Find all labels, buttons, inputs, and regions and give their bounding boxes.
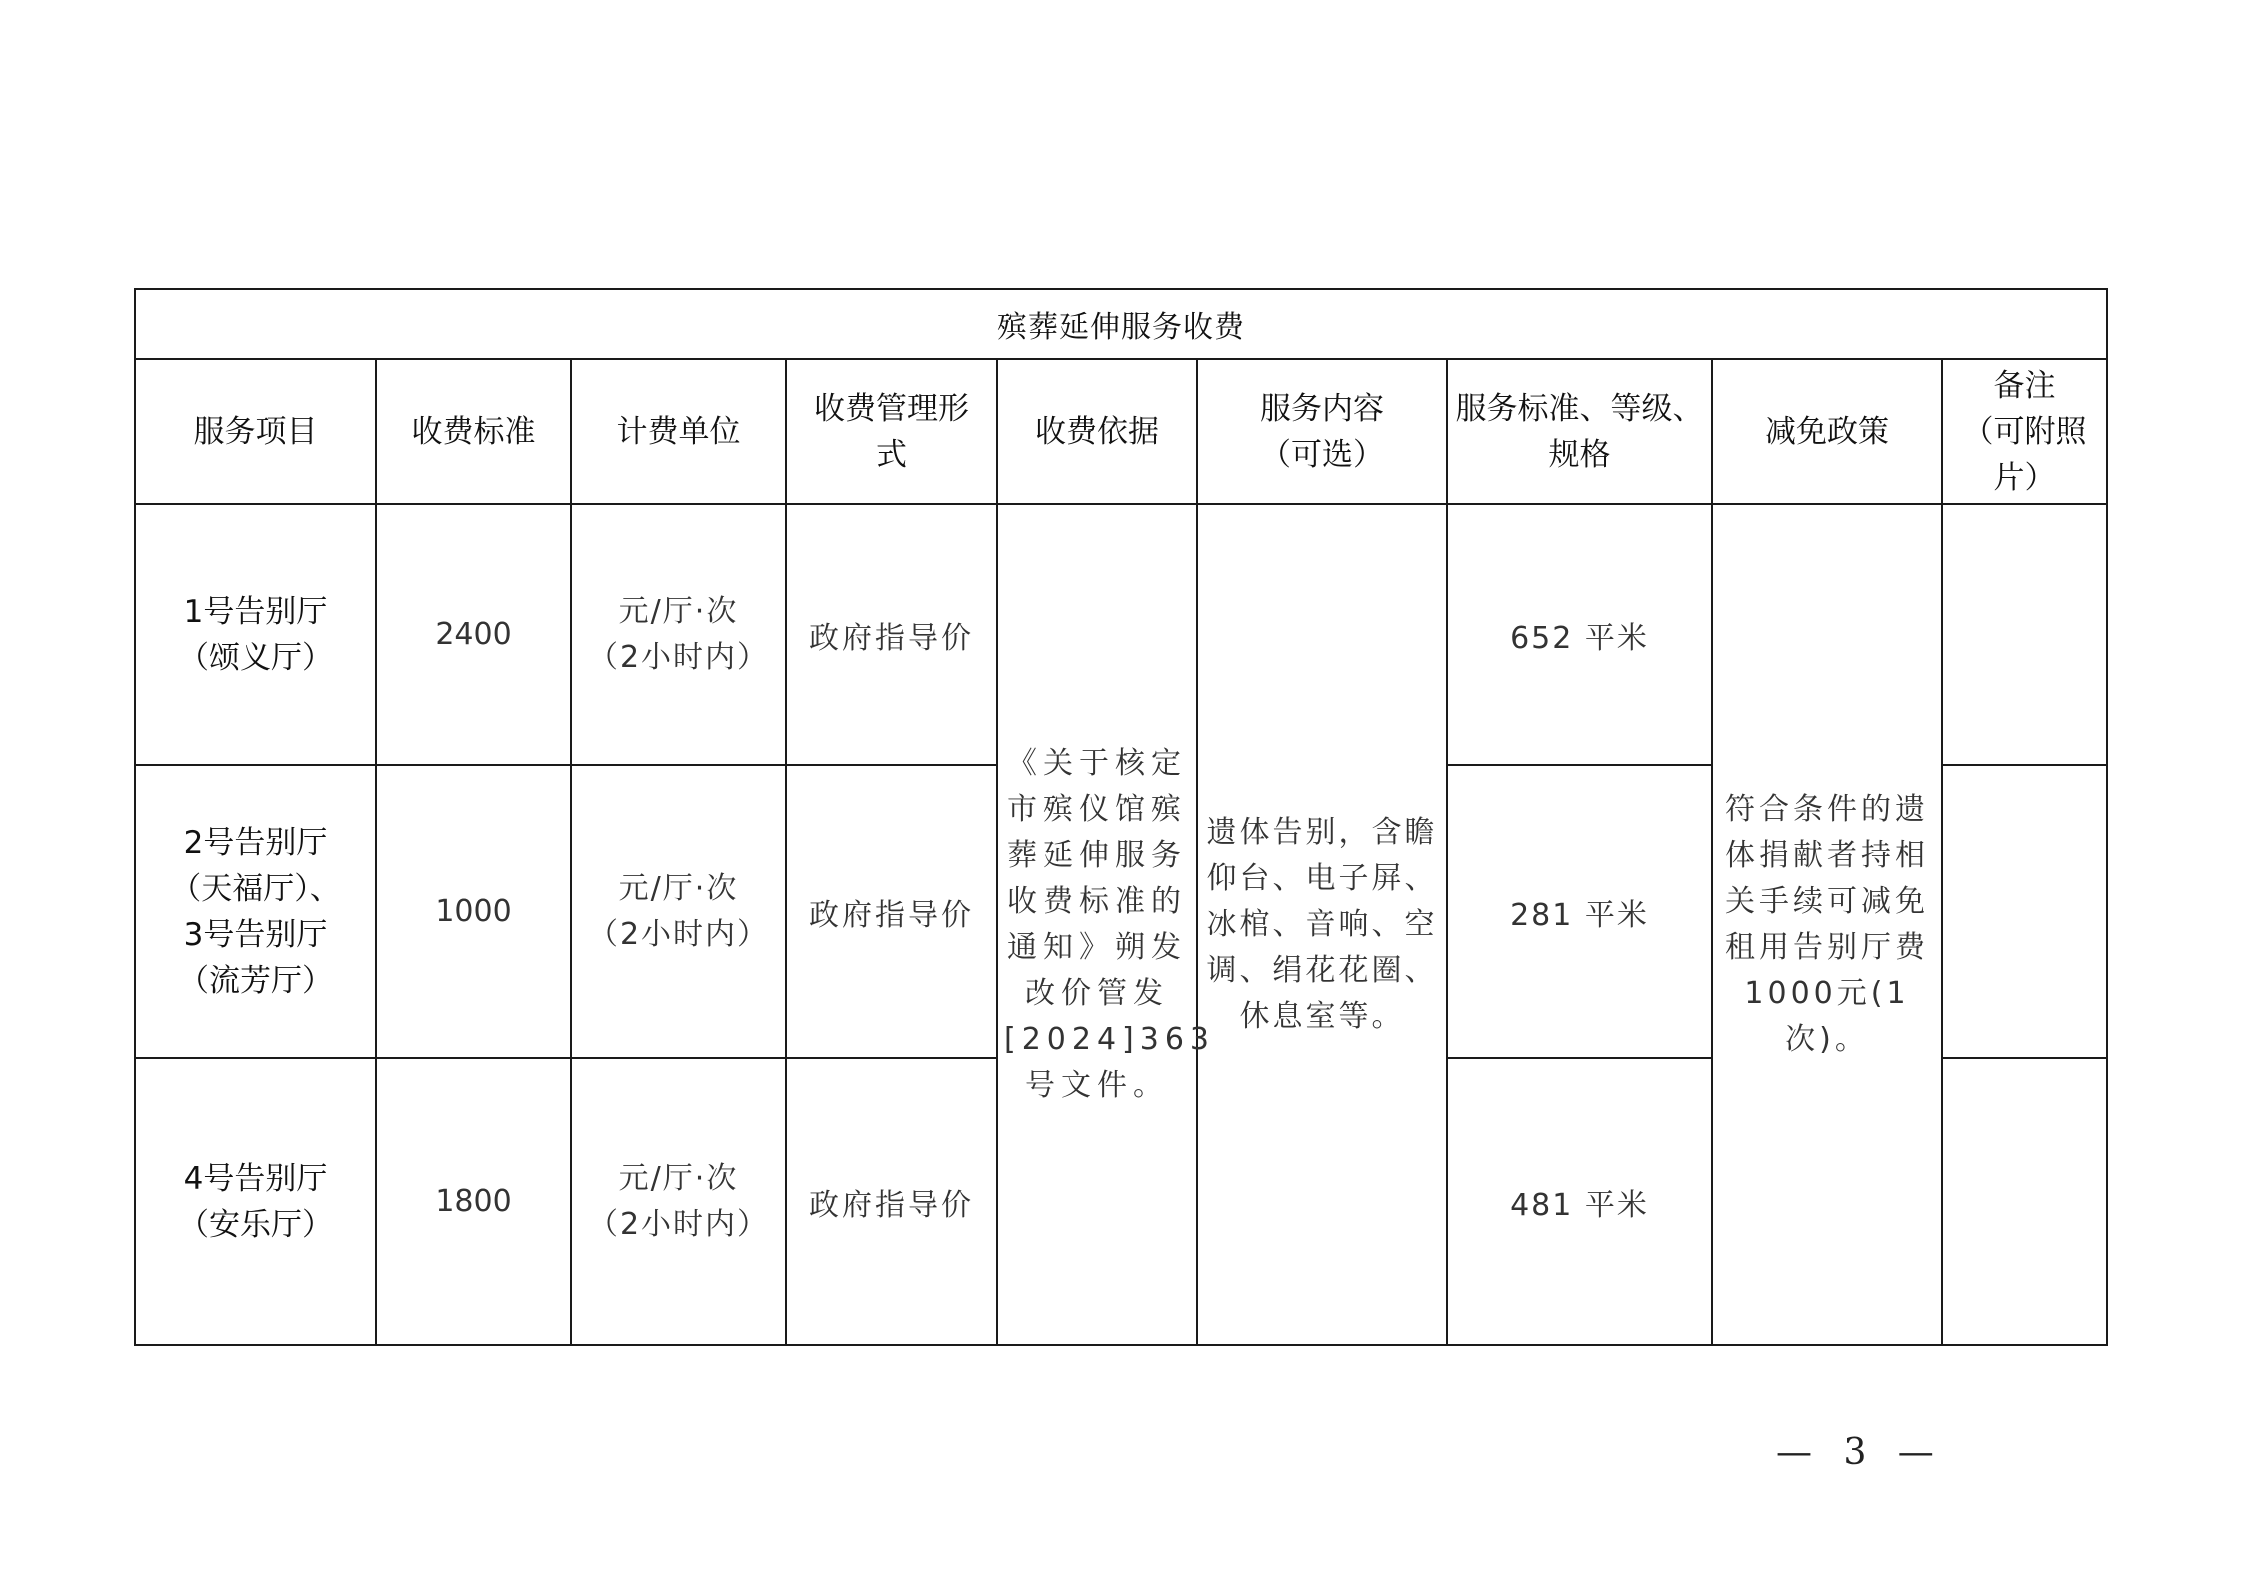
hall-area: 481 平米 [1447, 1058, 1712, 1345]
billing-unit: 元/厅·次 （2小时内） [571, 504, 786, 765]
management-form: 政府指导价 [786, 1058, 997, 1345]
service-content: 遗体告别，含瞻仰台、电子屏、冰棺、音响、空调、绢花花圈、休息室等。 [1197, 504, 1447, 1345]
fee-basis: 《关于核定市殡仪馆殡葬延伸服务收费标准的通知》朔发改价管发[2024]363号文件。 [997, 504, 1197, 1345]
header-management: 收费管理形 式 [786, 359, 997, 504]
header-standard: 收费标准 [376, 359, 571, 504]
remark-cell [1942, 765, 2107, 1058]
header-content: 服务内容 （可选） [1197, 359, 1447, 504]
fee-standard: 1800 [376, 1058, 571, 1345]
header-spec: 服务标准、等级、 规格 [1447, 359, 1712, 504]
hall-name: 2号告别厅 （天福厅）、 3号告别厅 （流芳厅） [135, 765, 376, 1058]
hall-area: 652 平米 [1447, 504, 1712, 765]
header-policy: 减免政策 [1712, 359, 1942, 504]
table-title: 殡葬延伸服务收费 [135, 289, 2107, 359]
header-unit: 计费单位 [571, 359, 786, 504]
hall-name: 1号告别厅 （颂义厅） [135, 504, 376, 765]
page-number: — 3 — [1776, 1432, 1944, 1473]
hall-area: 281 平米 [1447, 765, 1712, 1058]
billing-unit: 元/厅·次 （2小时内） [571, 765, 786, 1058]
header-item: 服务项目 [135, 359, 376, 504]
remark-cell [1942, 1058, 2107, 1345]
header-row [135, 359, 2107, 504]
fee-standard: 1000 [376, 765, 571, 1058]
management-form: 政府指导价 [786, 504, 997, 765]
fee-table [134, 288, 2108, 1346]
header-basis: 收费依据 [997, 359, 1197, 504]
management-form: 政府指导价 [786, 765, 997, 1058]
billing-unit: 元/厅·次 （2小时内） [571, 1058, 786, 1345]
remark-cell [1942, 504, 2107, 765]
hall-name: 4号告别厅 （安乐厅） [135, 1058, 376, 1345]
reduction-policy: 符合条件的遗体捐献者持相关手续可减免租用告别厅费1000元(1次)。 [1712, 504, 1942, 1345]
header-remark: 备注 （可附照 片） [1942, 359, 2107, 504]
fee-standard: 2400 [376, 504, 571, 765]
table-row [135, 504, 2107, 765]
